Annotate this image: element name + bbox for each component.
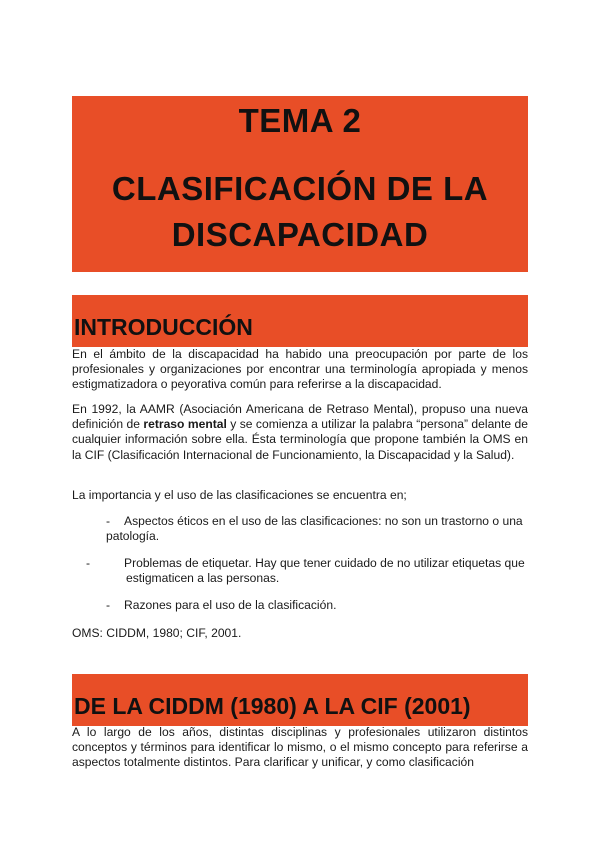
title-block — [72, 96, 528, 272]
paragraph-ciddm-1: A lo largo de los años, distintas disciplinas y profesionales utilizaron distintos conceptos y términos para identificar lo mismo, o el mismo concepto para referirse a aspectos totalmente distintos. Para clarificar y unificar, y como clasificación — [72, 725, 528, 770]
list-item — [106, 514, 530, 544]
list-item-text: Problemas de etiquetar. Hay que tener cuidado de no utilizar etiquetas que estigmaticen a las personas. — [124, 556, 525, 586]
document-title-line-1: CLASIFICACIÓN DE LA — [111, 170, 489, 207]
section-heading-text: INTRODUCCIÓN — [74, 314, 253, 340]
section-heading-text: DE LA CIDDM (1980) A LA CIF (2001) — [74, 693, 471, 719]
paragraph-intro-2 — [72, 402, 528, 463]
paragraph-intro-2-start: En 1992, la AAMR (Asociación Americana de Retraso Mental), propuso una nueva definición de — [72, 402, 528, 432]
bold-term: retraso mental — [143, 417, 227, 432]
document-title-number: TEMA 2 — [238, 102, 362, 139]
list-item-text: Aspectos éticos en el uso de las clasificaciones: no son un trastorno o una patología. — [106, 514, 523, 544]
bullet-marker: - — [106, 514, 111, 528]
list-item — [106, 598, 530, 613]
bullet-marker: - — [106, 598, 111, 612]
section-heading-introduccion — [72, 295, 528, 347]
section-heading-ciddm-cif — [72, 674, 528, 726]
bullet-marker: - — [86, 556, 91, 570]
paragraph-intro-3: La importancia y el uso de las clasificaciones se encuentra en; — [72, 488, 407, 502]
paragraph-intro-2-end: y se comienza a utilizar la palabra “persona” delante de cualquier información sobre ella. Ésta terminología que propone también la OMS en la CIF (Clasificación Internacional de Funcionamiento, la Discapacidad y la Salud). — [72, 417, 528, 462]
document-title-line-2: DISCAPACIDAD — [171, 216, 429, 253]
document-title — [72, 166, 528, 258]
paragraph-intro-1: En el ámbito de la discapacidad ha habido una preocupación por parte de los profesionales y organizaciones por encontrar una terminología apropiada y menos estigmatizadora o peyorativa común para referirse a la discapacidad. — [72, 347, 528, 392]
list-item-text: Razones para el uso de la clasificación. — [124, 598, 337, 612]
paragraph-oms: OMS: CIDDM, 1980; CIF, 2001. — [72, 626, 242, 640]
list-item — [86, 556, 550, 586]
